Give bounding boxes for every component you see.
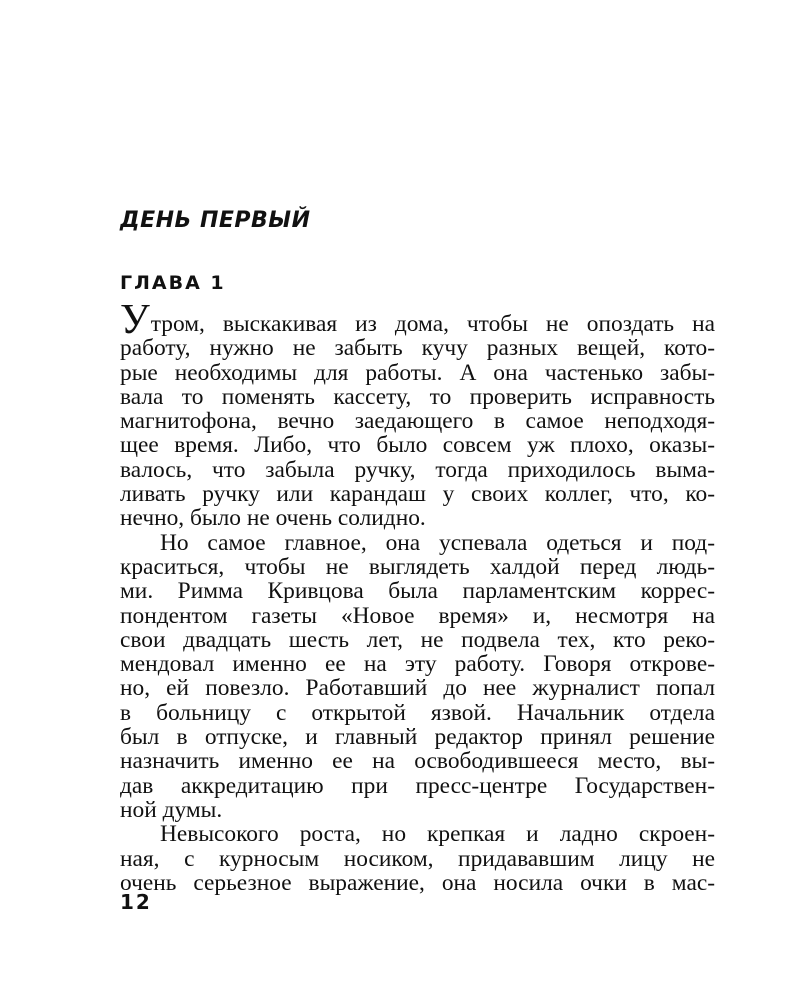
paragraph-3 xyxy=(120,822,715,895)
text-line: дав аккредитацию при пресс-центре Государствен- xyxy=(120,772,715,799)
text-line-content: тром, выскакивая из дома, чтобы не опоздать на xyxy=(150,311,715,337)
text-line: Но самое главное, она успевала одеться и под- xyxy=(160,529,715,556)
text-line: рые необходимы для работы. А она частенько забы- xyxy=(120,359,715,386)
text-line: ми. Римма Кривцова была парламентским коррес- xyxy=(120,578,715,605)
text-line: нечно, было не очень солидно. xyxy=(120,505,426,532)
body-text xyxy=(120,297,715,896)
text-line: краситься, чтобы не выглядеть халдой перед людь- xyxy=(120,553,715,580)
paragraph-2 xyxy=(120,531,715,823)
chapter-title: ГЛАВА 1 xyxy=(120,272,226,294)
page-number: 12 xyxy=(120,890,152,914)
text-line: свои двадцать шесть лет, не подвела тех, кто реко- xyxy=(120,626,715,653)
text-line: ной думы. xyxy=(120,796,223,823)
drop-cap: У xyxy=(120,297,150,343)
part-title: ДЕНЬ ПЕРВЫЙ xyxy=(120,208,311,233)
text-line: ная, с курносым носиком, придававшим лицу не xyxy=(120,845,715,872)
text-line: вала то поменять кассету, то проверить исправность xyxy=(120,383,715,410)
text-line: магнитофона, вечно заедающего в самое неподходя- xyxy=(120,408,715,435)
text-line: Невысокого роста, но крепкая и ладно скроен- xyxy=(160,821,715,848)
text-line: был в отпуске, и главный редактор принял решение xyxy=(120,724,715,751)
text-line: пондентом газеты «Новое время» и, несмотря на xyxy=(120,602,715,629)
text-line: щее время. Либо, что было совсем уж плохо, оказы- xyxy=(120,432,715,459)
text-line: но, ей повезло. Работавший до нее журналист попал xyxy=(120,675,715,702)
text-line: мендовал именно ее на эту работу. Говоря открове- xyxy=(120,651,715,678)
text-line: в больницу с открытой язвой. Начальник отдела xyxy=(120,699,715,726)
paragraph-1 xyxy=(120,297,715,532)
text-line: очень серьезное выражение, она носила очки в мас- xyxy=(120,869,715,896)
text-line: ливать ручку или карандаш у своих коллег, что, ко- xyxy=(120,481,715,508)
text-line xyxy=(120,297,715,343)
text-line: работу, нужно не забыть кучу разных вещей, кото- xyxy=(120,335,715,362)
text-line: валось, что забыла ручку, тогда приходилось выма- xyxy=(120,456,715,483)
text-line: назначить именно ее на освободившееся место, вы- xyxy=(120,748,715,775)
